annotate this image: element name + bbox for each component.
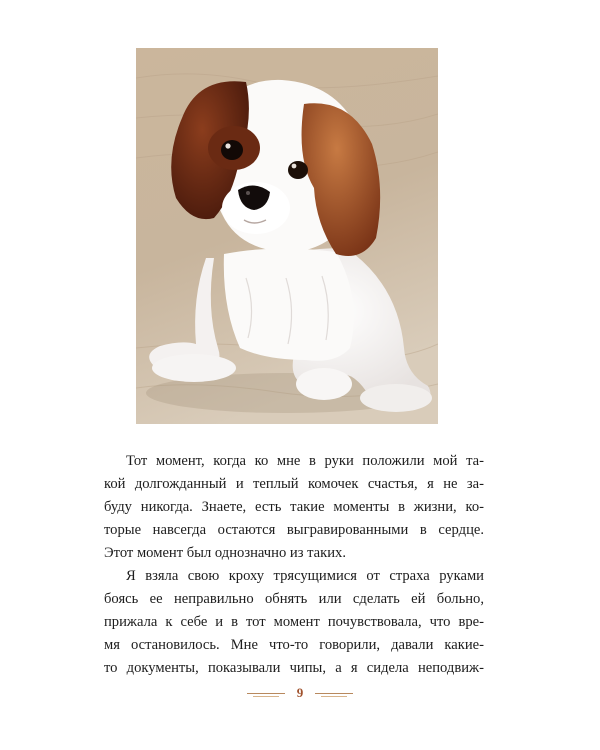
decorative-rule-right [315,693,353,694]
text-line: то документы, показывали чипы, а я сидела неподвиж- [104,660,484,676]
paragraph-2 [104,565,484,680]
body-text [104,450,484,680]
text-line: прижала к себе и в тот момент почувствовала, что вре- [104,614,484,630]
puppy-illustration [136,48,438,424]
text-line: Этот момент был однозначно из таких. [104,545,346,561]
decorative-rule-left [247,693,285,694]
text-line: Я взяла свою кроху трясущимися от страха руками [126,568,484,584]
text-line: кой долгожданный и теплый комочек счастья, я не за- [104,476,484,492]
text-line: торые навсегда остаются выгравированными в сердце. [104,522,484,538]
text-line: Тот момент, когда ко мне в руки положили мой та- [126,453,484,469]
text-line: мя остановилось. Мне что-то говорили, давали какие- [104,637,484,653]
puppy-painting [136,48,438,424]
paragraph-1 [104,450,484,565]
page-number: 9 [296,685,304,700]
text-line: боясь ее неправильно обнять или сделать ей больно, [104,591,484,607]
page-folio [220,682,380,704]
text-line: буду никогда. Знаете, есть такие моменты в жизни, ко- [104,499,484,515]
